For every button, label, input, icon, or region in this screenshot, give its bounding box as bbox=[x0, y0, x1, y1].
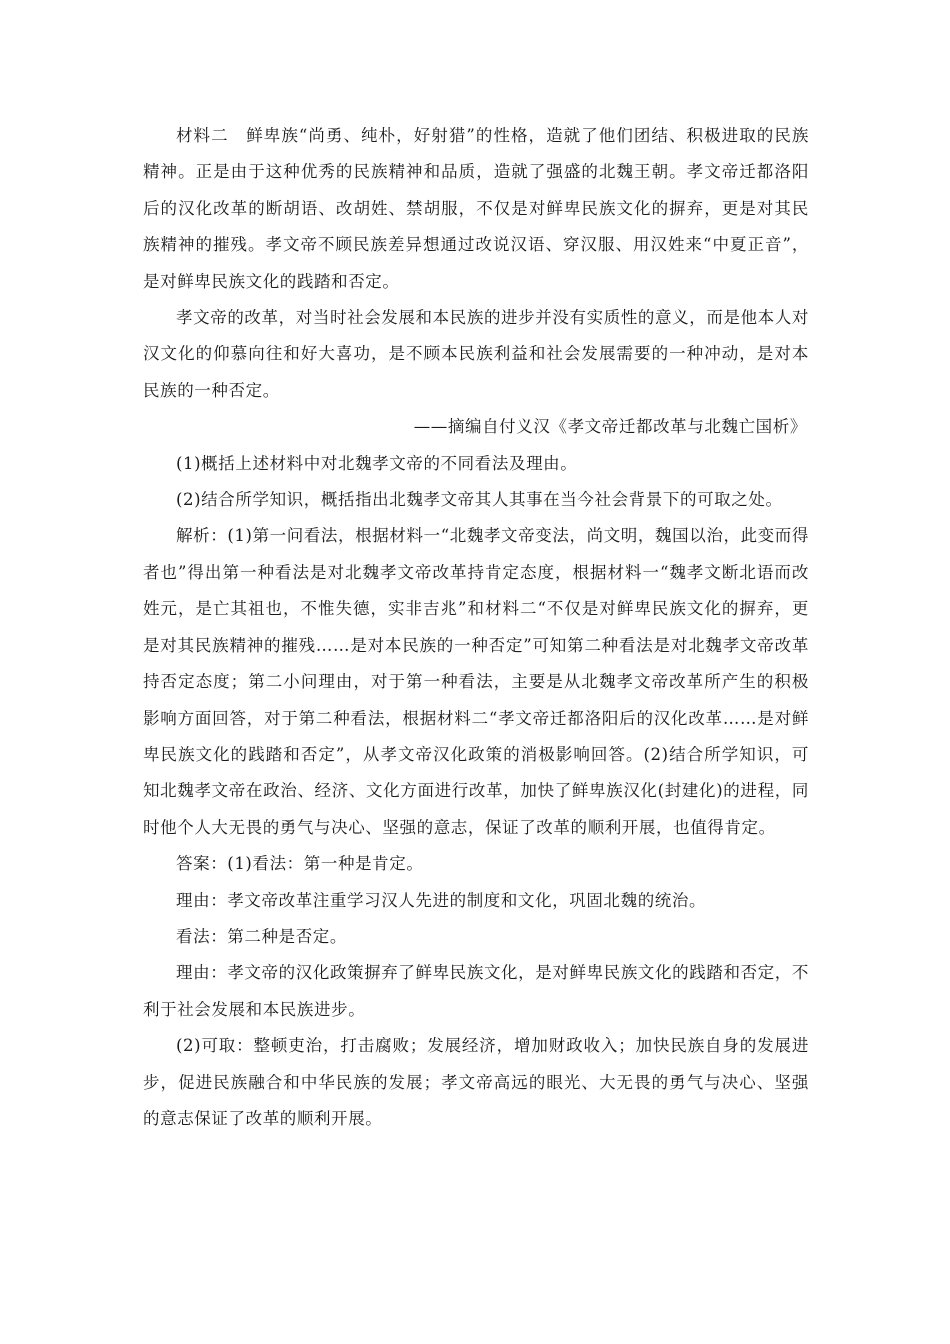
material2-paragraph-2: 孝文帝的改革，对当时社会发展和本民族的进步并没有实质性的意义，而是他本人对汉文化的仰慕向往和好大喜功，是不顾本民族利益和社会发展需要的一种冲动，是对本民族的一种否定。 bbox=[143, 308, 809, 400]
answer-line-5: (2)可取：整顿吏治，打击腐败；发展经济，增加财政收入；加快民族自身的发展进步，促进民族融合和中华民族的发展；孝文帝高远的眼光、大无畏的勇气与决心、坚强的意志保证了改革的顺利开展。 bbox=[143, 1036, 809, 1128]
answer-line-2: 理由：孝文帝改革注重学习汉人先进的制度和文化，巩固北魏的统治。 bbox=[176, 890, 707, 910]
question-2: (2)结合所学知识，概括指出北魏孝文帝其人其事在当今社会背景下的可取之处。 bbox=[176, 490, 783, 510]
question-1: (1)概括上述材料中对北魏孝文帝的不同看法及理由。 bbox=[176, 453, 578, 473]
answer-line-3: 看法：第二种是否定。 bbox=[176, 926, 347, 946]
answer-line-1: 答案：(1)看法：第一种是肯定。 bbox=[176, 854, 424, 874]
material2-paragraph-1: 材料二 鲜卑族“尚勇、纯朴，好射猎”的性格，造就了他们团结、积极进取的民族精神。正是由于这种优秀的民族精神和品质，造就了强盛的北魏王朝。孝文帝迁都洛阳后的汉化改革的断胡语、改胡姓、禁胡服，不仅是对鲜卑民族文化的摒弃，更是对其民族精神的摧残。孝文帝不顾民族差异想通过改说汉语、穿汉服、用汉姓来“中夏正音”，是对鲜卑民族文化的践踏和否定。 bbox=[143, 126, 809, 291]
answer-line-4: 理由：孝文帝的汉化政策摒弃了鲜卑民族文化，是对鲜卑民族文化的践踏和否定，不利于社会发展和本民族进步。 bbox=[143, 963, 809, 1019]
analysis-paragraph: 解析：(1)第一问看法，根据材料一“北魏孝文帝变法，尚文明，魏国以治，此变而得者也”得出第一种看法是对北魏孝文帝改革持肯定态度，根据材料一“魏孝文断北语而改姓元，是亡其祖也，不惟失德，实非吉兆”和材料二“不仅是对鲜卑民族文化的摒弃，更是对其民族精神的摧残……是对本民族的一种否定”可知第二种看法是对北魏孝文帝改革持否定态度；第二小问理由，对于第一种看法，主要是从北魏孝文帝改革所产生的积极影响方面回答，对于第二种看法，根据材料二“孝文帝迁都洛阳后的汉化改革……是对鲜卑民族文化的践踏和否定”，从孝文帝汉化政策的消极影响回答。(2)结合所学知识，可知北魏孝文帝在政治、经济、文化方面进行改革，加快了鲜卑族汉化(封建化)的进程，同时他个人大无畏的勇气与决心、坚强的意志，保证了改革的顺利开展，也值得肯定。 bbox=[143, 526, 809, 837]
document-body bbox=[143, 118, 809, 1137]
material2-source-citation: ——摘编自付义汉《孝文帝迁都改革与北魏亡国析》 bbox=[413, 417, 807, 437]
